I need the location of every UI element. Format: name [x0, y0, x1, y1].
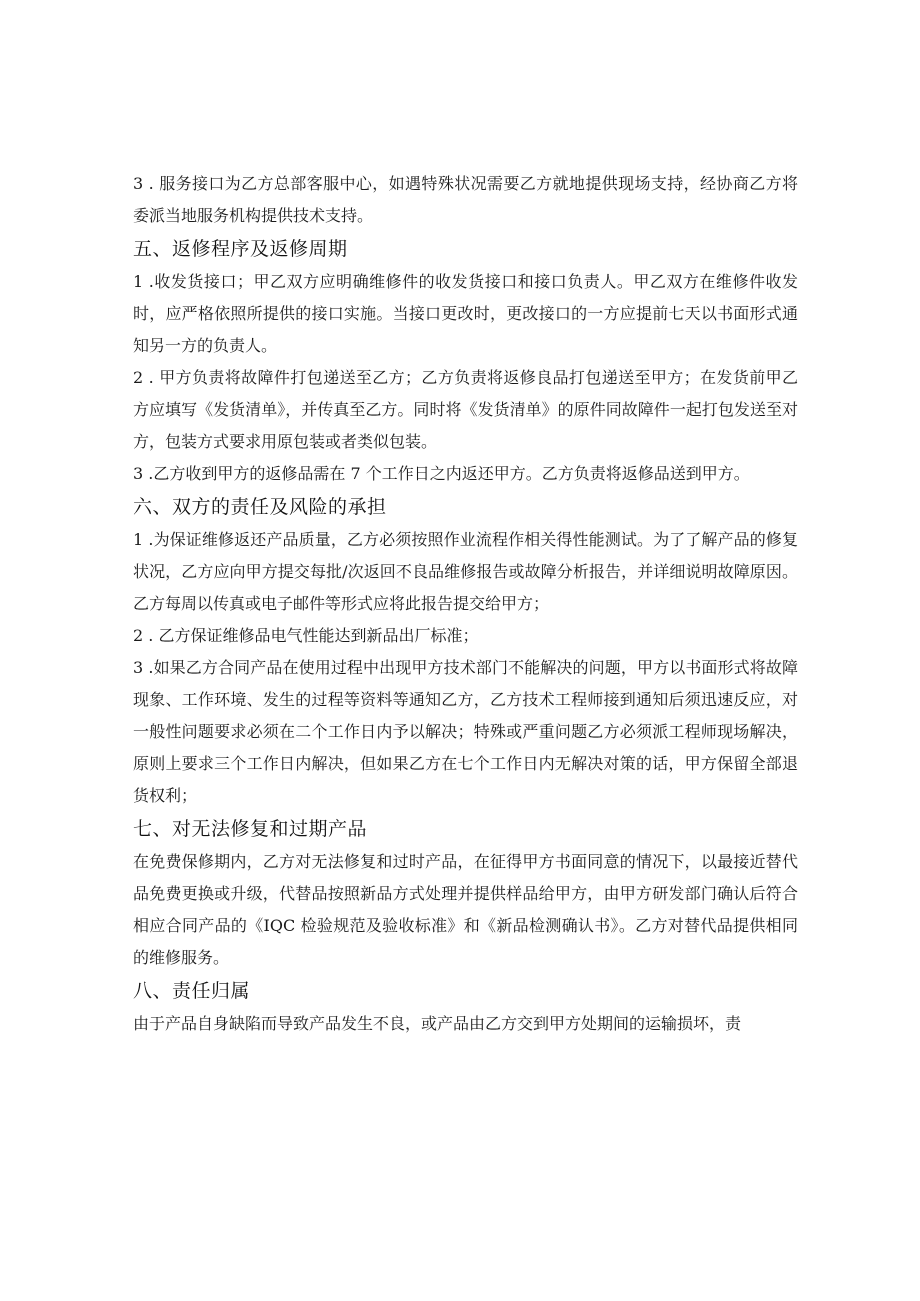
clause-8-liability: 由于产品自身缺陷而导致产品发生不良，或产品由乙方交到甲方处期间的运输损坏，责: [133, 1014, 742, 1033]
clause-5-1-receiving-interface: 1 .收发货接口；甲乙双方应明确维修件的收发货接口和接口负责人。甲乙双方在维修件收发时，应严格依照所提供的接口实施。当接口更改时，更改接口的一方应提前七天以书面形式通知另一方的负责人。: [133, 272, 798, 355]
clause-6-3-technical-support: 3 .如果乙方合同产品在使用过程中出现甲方技术部门不能解决的问题，甲方以书面形式将故障现象、工作环境、发生的过程等资料等通知乙方，乙方技术工程师接到通知后须迅速反应，对一般性问题要求必须在二个工作日内予以解决；特殊或严重问题乙方必须派工程师现场解决，原则上要求三个工作日内解决，但如果乙方在七个工作日内无解决对策的话，甲方保留全部退货权利；: [133, 658, 798, 805]
section-heading-8: 八、责任归属: [133, 980, 251, 1002]
clause-5-3-service-interface: 3 . 服务接口为乙方总部客服中心，如遇特殊状况需要乙方就地提供现场支持，经协商乙方将委派当地服务机构提供技术支持。: [133, 174, 798, 225]
clause-6-1-quality-report: 1 .为保证维修返还产品质量，乙方必须按照作业流程作相关得性能测试。为了了解产品的修复状况，乙方应向甲方提交每批/次返回不良品维修报告或故障分析报告，并详细说明故障原因。乙方每周以传真或电子邮件等形式应将此报告提交给甲方；: [133, 530, 798, 613]
clause-7-replacement: 在免费保修期内，乙方对无法修复和过时产品，在征得甲方书面同意的情况下，以最接近替代品免费更换或升级，代替品按照新品方式处理并提供样品给甲方，由甲方研发部门确认后符合相应合同产品的《IQC 检验规范及验收标准》和《新品检测确认书》。乙方对替代品提供相同的维修服务。: [133, 852, 798, 967]
clause-5-3-return-period: 3 .乙方收到甲方的返修品需在 7 个工作日之内返还甲方。乙方负责将返修品送到甲方。: [133, 464, 750, 483]
section-heading-5: 五、返修程序及返修周期: [133, 238, 348, 260]
clause-5-2-packaging-delivery: 2 . 甲方负责将故障件打包递送至乙方；乙方负责将返修良品打包递送至甲方；在发货前甲乙方应填写《发货清单》，并传真至乙方。同时将《发货清单》的原件同故障件一起打包发送至对方，包装方式要求用原包装或者类似包装。: [133, 368, 798, 451]
document-body: [133, 168, 798, 1040]
clause-6-2-electrical-standard: 2 . 乙方保证维修品电气性能达到新品出厂标准；: [133, 626, 479, 645]
section-heading-7: 七、对无法修复和过期产品: [133, 818, 368, 840]
section-heading-6: 六、双方的责任及风险的承担: [133, 496, 387, 518]
